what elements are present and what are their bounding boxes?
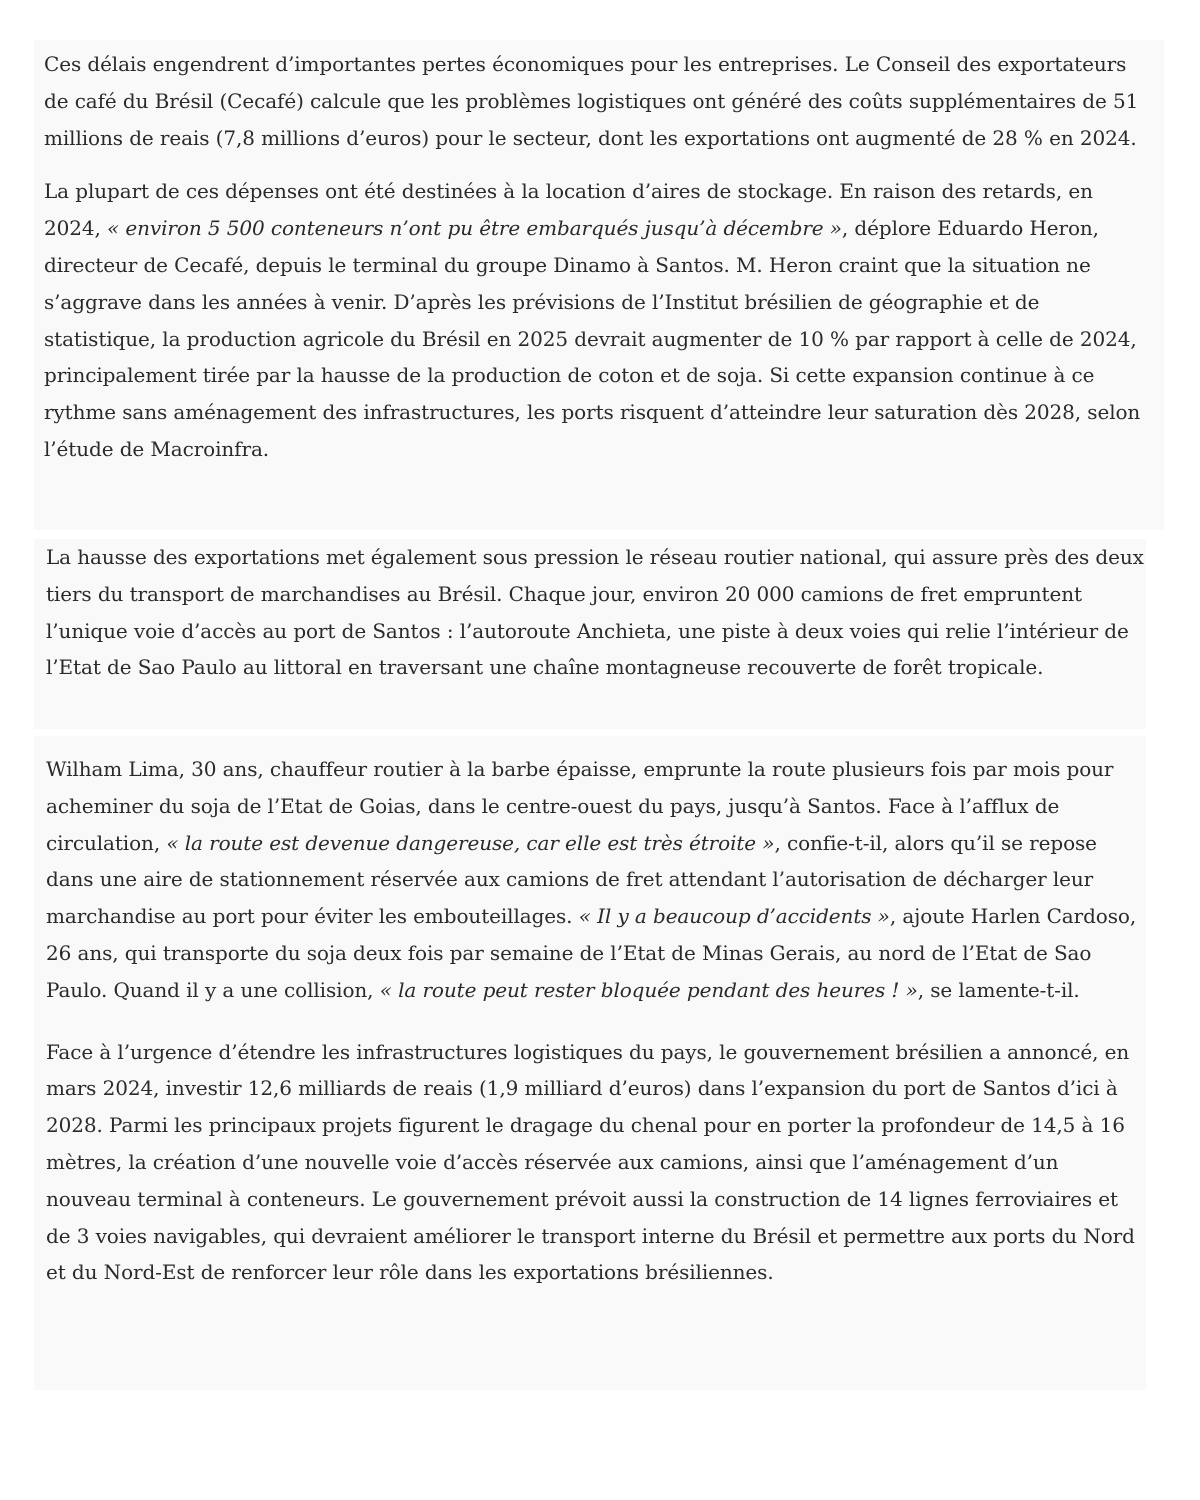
paragraph-text: La plupart de ces dépenses ont été destinées à la location d’aires de stockage. En raison des retards, en 2024, [44,179,1093,241]
paragraph-storage-costs [44,173,1154,467]
paragraph-text: , se lamente-t-il. [917,977,1080,1002]
article-block-2 [34,539,1146,729]
paragraph-text: , déplore Eduardo Heron, directeur de Cecafé, depuis le terminal du groupe Dinamo à Santos. M. Heron craint que la situation ne s’aggrave dans les années à venir. D’après les prévisions de l’Institut brésilien de géographie et de statistique, la production agricole du Brésil en 2025 devrait augmenter de 10 % par rapport à celle de 2024, principalement tirée par la hausse de la production de coton et de soja. Si cette expansion continue à ce rythme sans aménagement des infrastructures, les ports risquent d’atteindre leur saturation dès 2028, selon l’étude de Macroinfra. [44,216,1141,461]
paragraph-government-investment: Face à l’urgence d’étendre les infrastructures logistiques du pays, le gouvernement brésilien a annoncé, en mars 2024, investir 12,6 milliards de reais (1,9 milliard d’euros) dans l’expansion du port de Santos d’ici à 2028. Parmi les principaux projets figurent le dragage du chenal pour en porter la profondeur de 14,5 à 16 mètres, la création d’une nouvelle voie d’accès réservée aux camions, ainsi que l’aménagement d’un nouveau terminal à conteneurs. Le gouvernement prévoit aussi la construction de 14 lignes ferroviaires et de 3 voies navigables, qui devraient améliorer le transport interne du Brésil et permettre aux ports du Nord et du Nord-Est de renforcer leur rôle dans les exportations brésiliennes. [46,1039,1135,1285]
paragraph-text: Wilham Lima, 30 ans, chauffeur routier à la barbe épaisse, emprunte la route plusieurs fois par mois pour acheminer du soja de l’Etat de Goias, dans le centre-ouest du pays, jusqu’à Santos. Face à l’afflux de circulation, [46,757,1114,855]
paragraph-truck-drivers [46,751,1146,1009]
quote: « la route est devenue dangereuse, car elle est très étroite » [166,830,775,855]
paragraph-economic-losses: Ces délais engendrent d’importantes pertes économiques pour les entreprises. Le Conseil des exportateurs de café du Brésil (Cecafé) calcule que les problèmes logistiques ont généré des coûts supplémentaires de 51 millions de reais (7,8 millions d’euros) pour le secteur, dont les exportations ont augmenté de 28 % en 2024. [44,52,1139,150]
paragraph-road-network: La hausse des exportations met également sous pression le réseau routier national, qui assure près des deux tiers du transport de marchandises au Brésil. Chaque jour, environ 20 000 camions de fret empruntent l’unique voie d’accès au port de Santos : l’autoroute Anchieta, une piste à deux voies qui relie l’intérieur de l’Etat de Sao Paulo au littoral en traversant une chaîne montagneuse recouverte de forêt tropicale. [46,545,1144,680]
quote: « la route peut rester bloquée pendant des heures ! » [379,977,918,1002]
quote: « Il y a beaucoup d’accidents » [578,904,890,929]
paragraph-text: , ajoute Harlen Cardoso, 26 ans, qui transporte du soja deux fois par semaine de l’Etat de Minas Gerais, au nord de l’Etat de Sao Paulo. Quand il y a une collision, [46,904,1137,1002]
article-block-3 [34,736,1146,1390]
paragraph-text: , confie-t-il, alors qu’il se repose dans une aire de stationnement réservée aux camions de fret attendant l’autorisation de décharger leur marchandise au port pour éviter les embouteillages. [46,830,1097,929]
quote: « environ 5 500 conteneurs n’ont pu être embarqués jusqu’à décembre » [107,216,842,241]
article-block-1 [34,40,1164,530]
